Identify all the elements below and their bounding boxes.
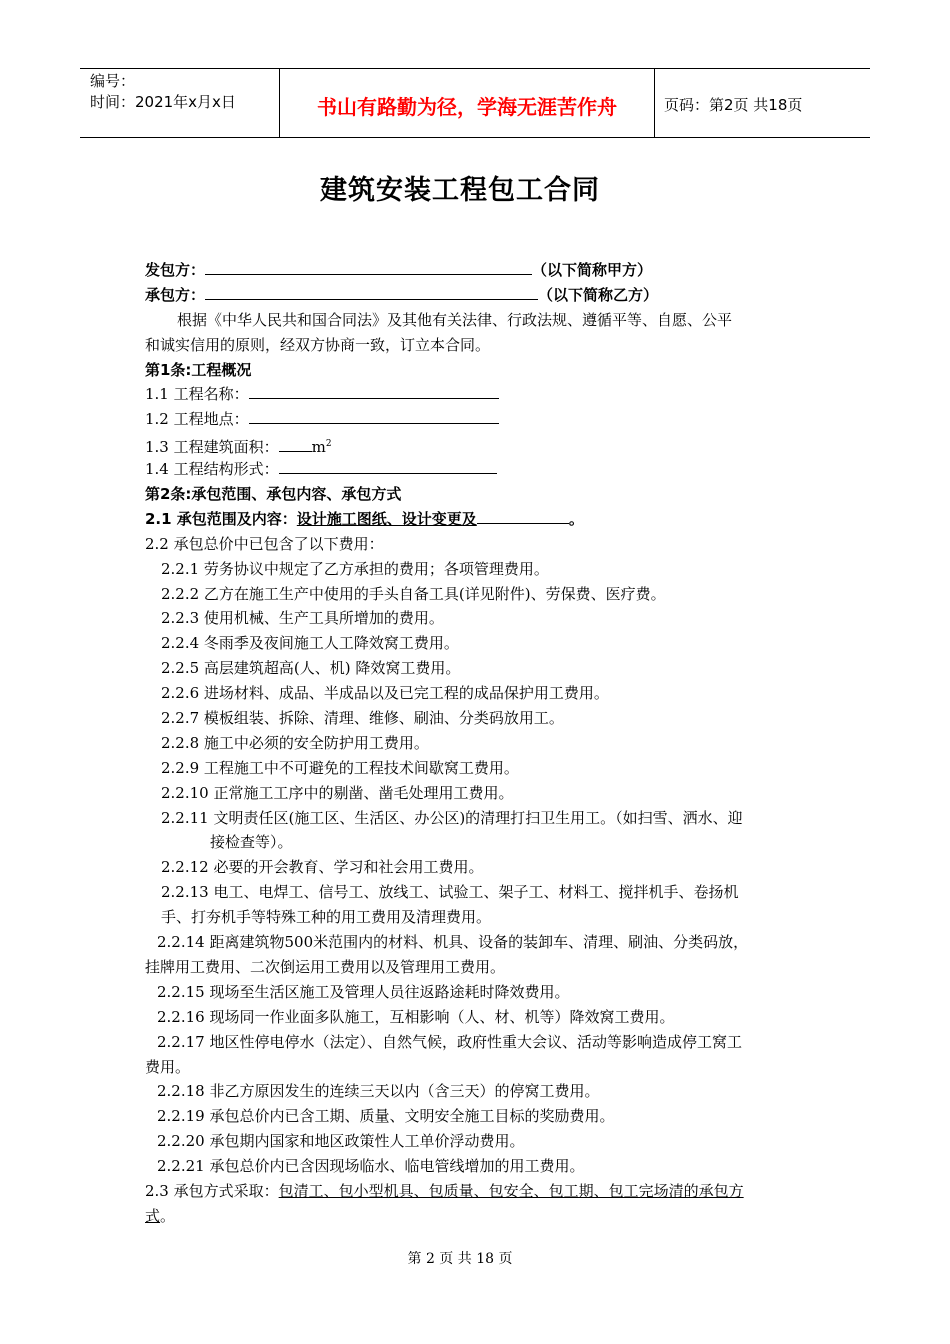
party-b-blank <box>205 284 538 300</box>
fee-item: 2.2.8 施工中必须的安全防护用工费用。 <box>161 733 429 752</box>
project-location-label: 1.2 工程地点： <box>145 410 249 429</box>
fee-item-continuation: 手、打夯机手等特殊工种的用工费用及清理费用。 <box>161 908 492 927</box>
project-name-blank <box>249 383 499 399</box>
fee-item: 2.2.1 劳务协议中规定了乙方承担的费用；各项管理费用。 <box>161 559 549 578</box>
header-meta <box>90 71 236 113</box>
party-b-note: （以下简称乙方） <box>538 285 659 304</box>
project-structure-line <box>145 457 810 482</box>
fee-item: 2.2.14 距离建筑物500米范围内的材料、机具、设备的装卸车、清理、刷油、分类码放， <box>157 933 749 952</box>
fee-item: 2.2.19 承包总价内已含工期、质量、文明安全施工目标的奖励费用。 <box>157 1107 615 1126</box>
party-a-line <box>145 258 810 283</box>
project-name-line <box>145 382 810 407</box>
project-area-label: 1.3 工程建筑面积： <box>145 438 279 457</box>
scope-blank <box>477 508 569 524</box>
fee-item: 2.2.6 进场材料、成品、半成品以及已完工程的成品保护用工费用。 <box>161 684 609 703</box>
scope-end: 。 <box>568 509 584 528</box>
page-footer: 第 2 页 共 18 页 <box>407 1251 513 1267</box>
fee-item: 2.2.18 非乙方原因发生的连续三天以内（含三天）的停窝工费用。 <box>157 1082 600 1101</box>
contract-mode-value-end: 式 <box>145 1206 161 1225</box>
fee-item: 2.2.16 现场同一作业面多队施工，互相影响（人、材、机等）降效窝工费用。 <box>157 1007 675 1026</box>
contract-mode-label: 2.3 承包方式采取： <box>145 1181 279 1200</box>
fee-item: 2.2.5 高层建筑超高(人、机) 降效窝工费用。 <box>161 659 461 678</box>
fee-item: 2.2.10 正常施工工序中的剔凿、凿毛处理用工费用。 <box>161 783 514 802</box>
contract-body <box>145 258 810 1229</box>
page-header <box>80 68 870 138</box>
scope-value: 设计施工图纸、设计变更及 <box>296 509 477 528</box>
contract-mode-line <box>145 1179 810 1204</box>
fee-item: 2.2.15 现场至生活区施工及管理人员往返路途耗时降效费用。 <box>157 982 570 1001</box>
contract-mode-value: 包清工、包小型机具、包质量、包安全、包工期、包工完场清的承包方 <box>278 1181 744 1200</box>
fee-item: 2.2.12 必要的开会教育、学习和社会用工费用。 <box>161 858 484 877</box>
header-page-number: 页码：第2页 共18页 <box>664 96 803 114</box>
party-a-label: 发包方： <box>145 261 206 279</box>
document-date: 时间：2021年x月x日 <box>90 93 236 111</box>
fee-item-continuation: 费用。 <box>145 1057 191 1076</box>
document-number-label: 编号： <box>90 72 136 90</box>
area-unit-superscript: 2 <box>325 439 332 450</box>
project-name-label: 1.1 工程名称： <box>145 385 249 404</box>
article-1-heading: 第1条:工程概况 <box>145 360 252 379</box>
fee-item: 2.2.7 模板组装、拆除、清理、维修、刷油、分类码放用工。 <box>161 709 564 728</box>
project-structure-blank <box>279 458 497 474</box>
intro-line: 和诚实信用的原则，经双方协商一致，订立本合同。 <box>145 335 491 354</box>
article-2-heading: 第2条:承包范围、承包内容、承包方式 <box>145 485 402 504</box>
party-b-label: 承包方： <box>145 285 206 304</box>
intro-line: 根据《中华人民共和国合同法》及其他有关法律、行政法规、遵循平等、自愿、公平 <box>177 310 733 329</box>
fee-item: 2.2.20 承包期内国家和地区政策性人工单价浮动费用。 <box>157 1132 525 1151</box>
party-a-blank <box>205 259 532 275</box>
fee-item: 2.2.21 承包总价内已含因现场临水、临电管线增加的用工费用。 <box>157 1157 585 1176</box>
project-location-line <box>145 407 810 432</box>
project-area-line <box>145 432 810 457</box>
contract-mode-continuation <box>145 1204 810 1229</box>
fee-item: 2.2.17 地区性停电停水（法定）、自然气候，政府性重大会议、活动等影响造成停工窝工 <box>157 1032 742 1051</box>
contract-mode-end: 。 <box>160 1206 176 1225</box>
document-title: 建筑安装工程包工合同 <box>320 175 600 206</box>
header-divider <box>654 69 655 137</box>
project-structure-label: 1.4 工程结构形式： <box>145 460 279 479</box>
party-a-note: （以下简称甲方） <box>532 261 653 279</box>
fee-item: 2.2.11 文明责任区(施工区、生活区、办公区)的清理打扫卫生用工。（如扫雪、洒水、迎 <box>161 808 743 827</box>
party-b-line <box>145 283 810 308</box>
header-motto: 书山有路勤为径，学海无涯苦作舟 <box>317 95 617 119</box>
area-unit: m <box>311 438 326 457</box>
fee-item: 2.2.13 电工、电焊工、信号工、放线工、试验工、架子工、材料工、搅拌机手、卷扬机 <box>161 883 739 902</box>
project-location-blank <box>249 408 499 424</box>
project-area-blank <box>279 436 312 452</box>
fees-intro: 2.2 承包总价中已包含了以下费用： <box>145 534 384 553</box>
scope-label: 2.1 承包范围及内容： <box>145 509 297 528</box>
scope-line <box>145 507 810 532</box>
fee-item-continuation: 挂牌用工费用、二次倒运用工费用以及管理用工费用。 <box>145 957 506 976</box>
fee-item: 2.2.3 使用机械、生产工具所增加的费用。 <box>161 609 444 628</box>
fee-item: 2.2.4 冬雨季及夜间施工人工降效窝工费用。 <box>161 634 459 653</box>
fee-item: 2.2.9 工程施工中不可避免的工程技术间歇窝工费用。 <box>161 758 519 777</box>
fee-item-continuation: 接检查等）。 <box>210 833 293 852</box>
fee-item: 2.2.2 乙方在施工生产中使用的手头自备工具(详见附件)、劳保费、医疗费。 <box>161 584 666 603</box>
